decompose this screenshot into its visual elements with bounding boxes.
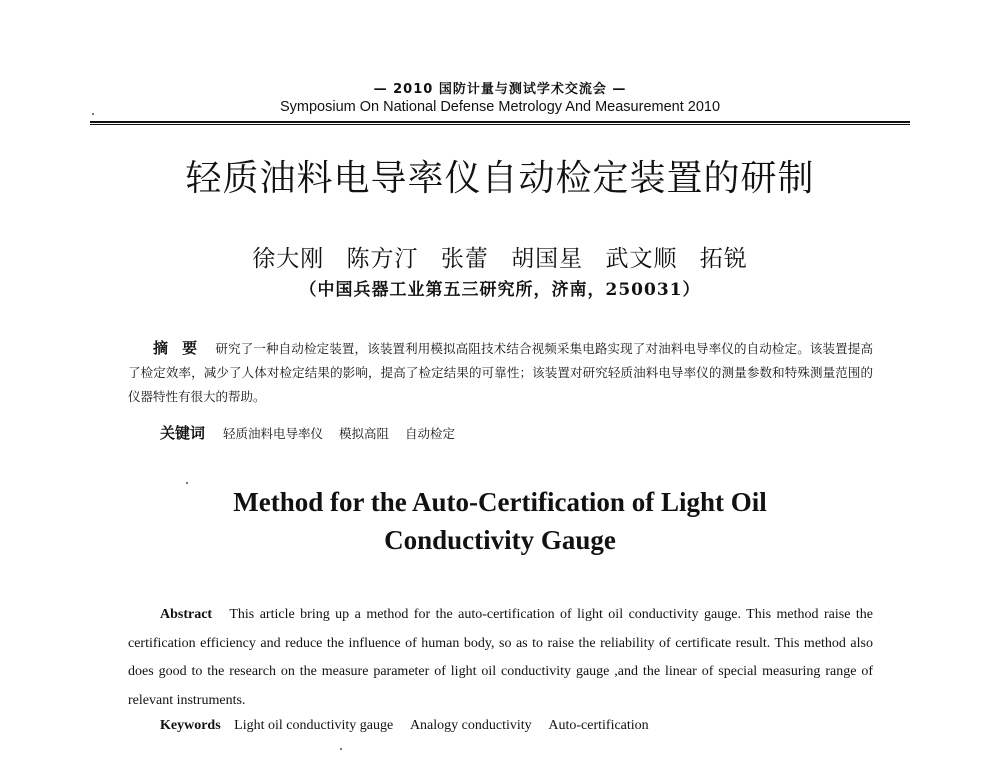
conference-header-zh: — 2010 国防计量与测试学术交流会 — [373, 82, 627, 97]
abstract-zh-text: 研究了一种自动检定装置，该装置利用模拟高阻技术结合视频采集电路实现了对油料电导率仪的自动检定。该装置提高了检定效率，减少了人体对检定结果的影响，提高了检定结果的可靠性；该装置对研究轻质油料电导率仪的测量参数和特殊测量范围的仪器特性有很大的帮助。 [128, 341, 873, 404]
keyword-zh: 模拟高阻 [339, 426, 390, 441]
scan-speck [92, 113, 94, 115]
scan-speck [340, 748, 342, 750]
abstract-zh-label: 摘要 [153, 339, 212, 357]
keywords-zh [160, 422, 467, 443]
keyword-zh: 自动检定 [405, 426, 456, 441]
paper-title-zh: 轻质油料电导率仪自动检定装置的研制 [185, 158, 815, 199]
abstract-en [128, 601, 873, 715]
keywords-en-label: Keywords [160, 718, 221, 733]
keywords-en [160, 718, 663, 734]
keyword-en: Analogy conductivity [409, 718, 532, 733]
header-rule-thin [90, 124, 910, 125]
keyword-zh: 轻质油料电导率仪 [223, 426, 324, 441]
keywords-zh-label: 关键词 [160, 424, 206, 442]
abstract-zh [128, 336, 873, 409]
keyword-en: Auto-certification [548, 718, 649, 733]
scan-speck [186, 482, 188, 484]
paper-title-en-line1: Method for the Auto-Certification of Light Oil [233, 487, 767, 517]
conference-header-en: Symposium On National Defense Metrology And Measurement 2010 [279, 99, 721, 115]
affiliation: （中国兵器工业第五三研究所，济南，250031） [299, 280, 701, 300]
paper-title-en [0, 483, 1000, 559]
authors: 徐大刚 陈方汀 张蕾 胡国星 武文顺 拓锐 [252, 246, 748, 272]
abstract-en-text: This article bring up a method for the auto-certification of light oil conductivity gauge. This method raise the certification efficiency and reduce the influence of human body, so as to raise the reliability of certificate result. This method also does good to the research on the measure parameter of light oil conductivity gauge ,and the linear of special measuring range of relevant instruments. [128, 607, 873, 708]
abstract-en-label: Abstract [160, 607, 213, 622]
keyword-en: Light oil conductivity gauge [234, 718, 394, 733]
paper-title-en-line2: Conductivity Gauge [384, 525, 616, 555]
header-rule [90, 121, 910, 123]
